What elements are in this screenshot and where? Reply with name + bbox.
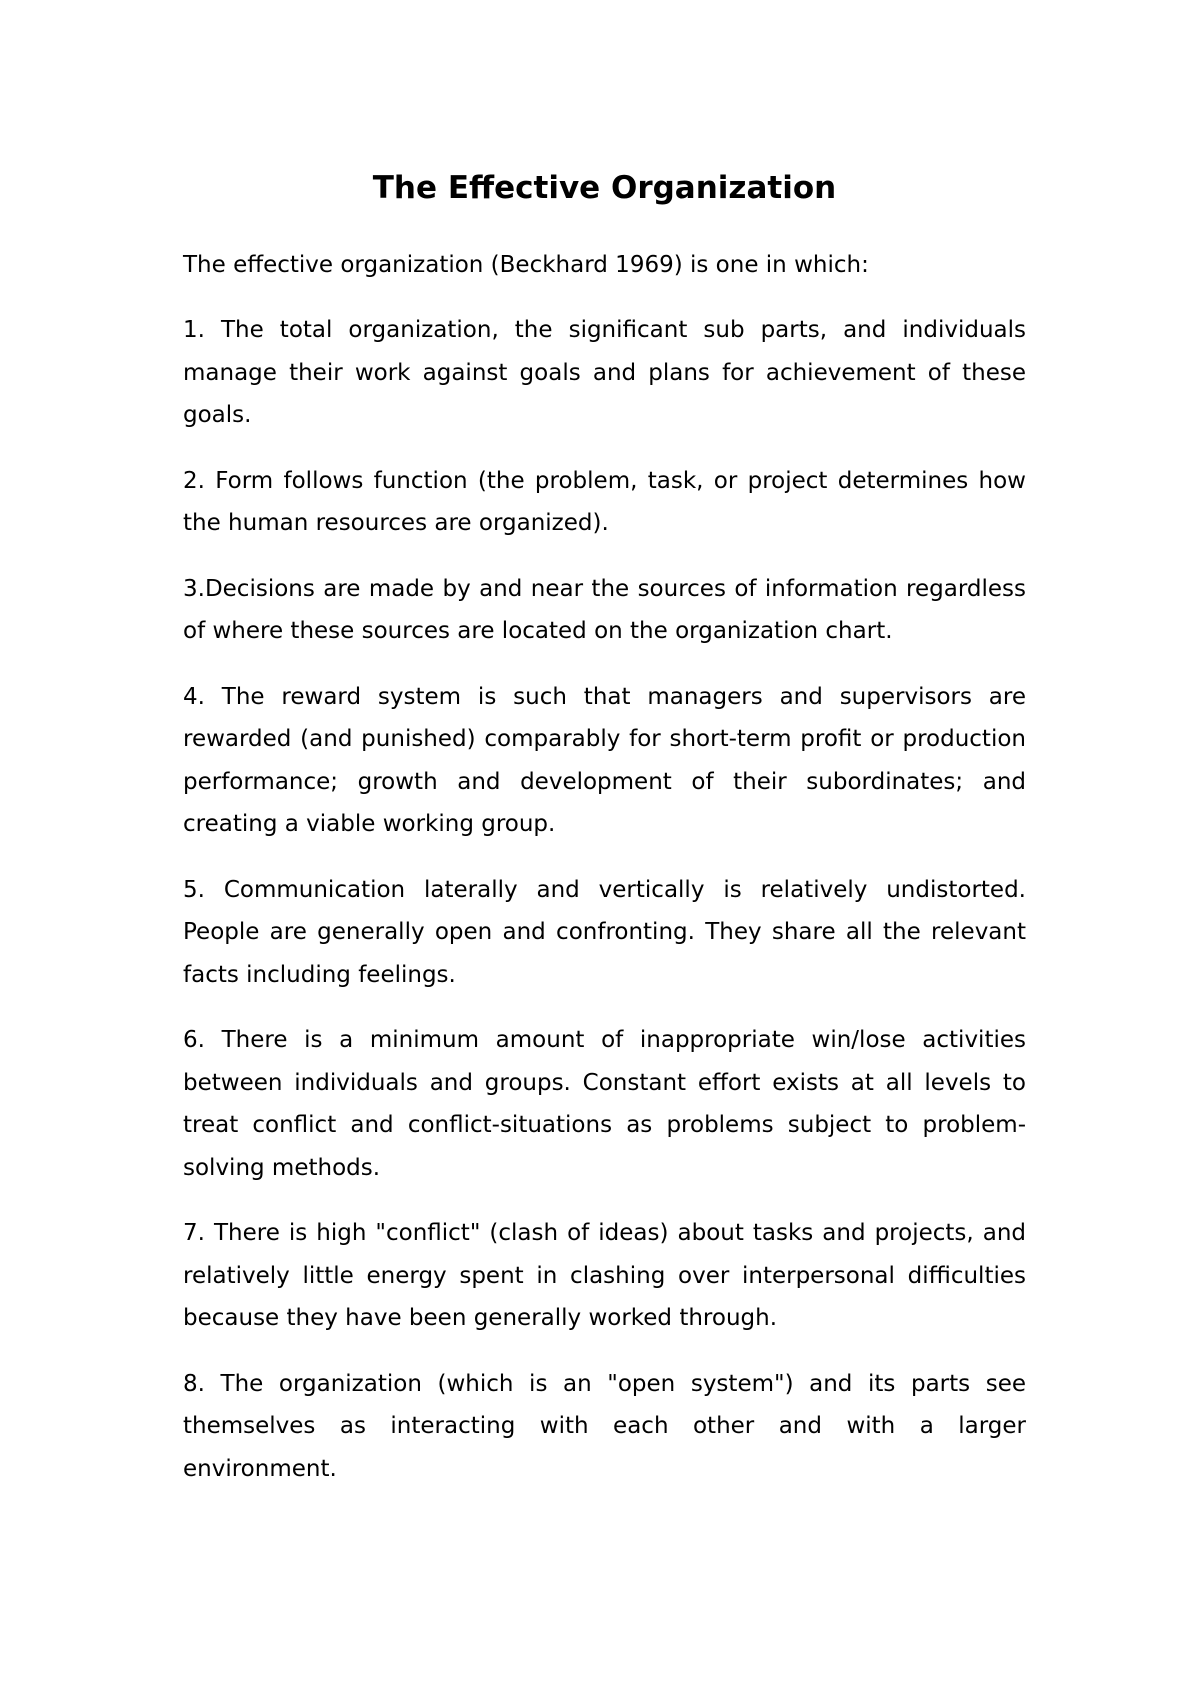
document-body — [183, 166, 1026, 1490]
point-7: 7. There is high "conflict" (clash of ideas) about tasks and projects, and relatively little energy spent in clashing over interpersonal difficulties because they have been generally worked through. — [183, 1220, 1026, 1331]
intro-paragraph: The effective organization (Beckhard 1969) is one in which: — [183, 252, 869, 278]
point-6: 6. There is a minimum amount of inappropriate win/lose activities between individuals and groups. Constant effort exists at all levels to treat conflict and conflict-situations as problems subject to problem-solving methods. — [183, 1027, 1026, 1181]
point-4: 4. The reward system is such that managers and supervisors are rewarded (and punished) comparably for short-term profit or production performance; growth and development of their subordinates; and creating a viable working group. — [183, 683, 1026, 837]
point-1: 1. The total organization, the significant sub parts, and individuals manage their work against goals and plans for achievement of these goals. — [183, 317, 1026, 428]
point-5: 5. Communication laterally and vertically is relatively undistorted. People are generally open and confronting. They share all the relevant facts including feelings. — [183, 876, 1026, 988]
point-8: 8. The organization (which is an "open system") and its parts see themselves as interacting with each other and with a larger environment. — [183, 1370, 1026, 1482]
point-3: 3.Decisions are made by and near the sources of information regardless of where these sources are located on the organization chart. — [183, 575, 1026, 644]
point-2: 2. Form follows function (the problem, task, or project determines how the human resources are organized). — [183, 467, 1026, 536]
document-title: The Effective Organization — [372, 170, 837, 206]
